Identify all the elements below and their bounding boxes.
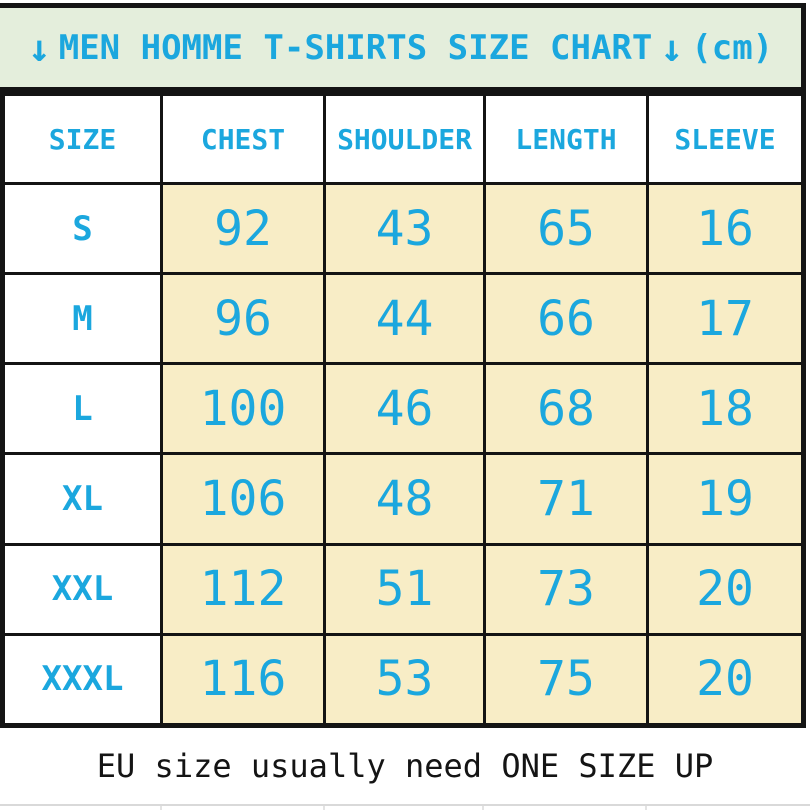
- size-label: XL: [5, 455, 160, 542]
- down-arrow-icon: ↓: [660, 25, 684, 70]
- sleeve-value: 20: [649, 636, 801, 723]
- chest-value: 106: [163, 455, 323, 542]
- shoulder-value: 53: [326, 636, 483, 723]
- chest-value: 100: [163, 365, 323, 452]
- size-label: L: [5, 365, 160, 452]
- bottom-crop-line: [0, 804, 810, 806]
- chart-title-band: [0, 3, 806, 91]
- chest-value: 92: [163, 185, 323, 272]
- column-header-chest: CHEST: [163, 96, 323, 182]
- chest-value: 96: [163, 275, 323, 362]
- length-value: 73: [486, 546, 646, 633]
- length-value: 75: [486, 636, 646, 723]
- size-label: S: [5, 185, 160, 272]
- column-header-length: LENGTH: [486, 96, 646, 182]
- size-label: XXL: [5, 546, 160, 633]
- column-border-stub: [482, 806, 484, 810]
- sleeve-value: 17: [649, 275, 801, 362]
- chest-value: 116: [163, 636, 323, 723]
- size-label: M: [5, 275, 160, 362]
- size-table: [0, 91, 806, 728]
- column-header-shoulder: SHOULDER: [326, 96, 483, 182]
- shoulder-value: 48: [326, 455, 483, 542]
- shoulder-value: 43: [326, 185, 483, 272]
- chest-value: 112: [163, 546, 323, 633]
- sleeve-value: 16: [649, 185, 801, 272]
- sleeve-value: 20: [649, 546, 801, 633]
- sleeve-value: 18: [649, 365, 801, 452]
- size-label: XXXL: [5, 636, 160, 723]
- size-up-note: EU size usually need ONE SIZE UP: [96, 747, 714, 785]
- chart-unit: (cm): [691, 27, 774, 68]
- length-value: 65: [486, 185, 646, 272]
- shoulder-value: 51: [326, 546, 483, 633]
- sleeve-value: 19: [649, 455, 801, 542]
- column-border-stub: [323, 806, 325, 810]
- length-value: 66: [486, 275, 646, 362]
- column-header-size: SIZE: [5, 96, 160, 182]
- length-value: 71: [486, 455, 646, 542]
- chart-title: MEN HOMME T-SHIRTS SIZE CHART: [58, 27, 653, 68]
- column-border-stub: [160, 806, 162, 810]
- shoulder-value: 44: [326, 275, 483, 362]
- column-border-stub: [645, 806, 647, 810]
- down-arrow-icon: ↓: [27, 25, 51, 70]
- length-value: 68: [486, 365, 646, 452]
- shoulder-value: 46: [326, 365, 483, 452]
- column-header-sleeve: SLEEVE: [649, 96, 801, 182]
